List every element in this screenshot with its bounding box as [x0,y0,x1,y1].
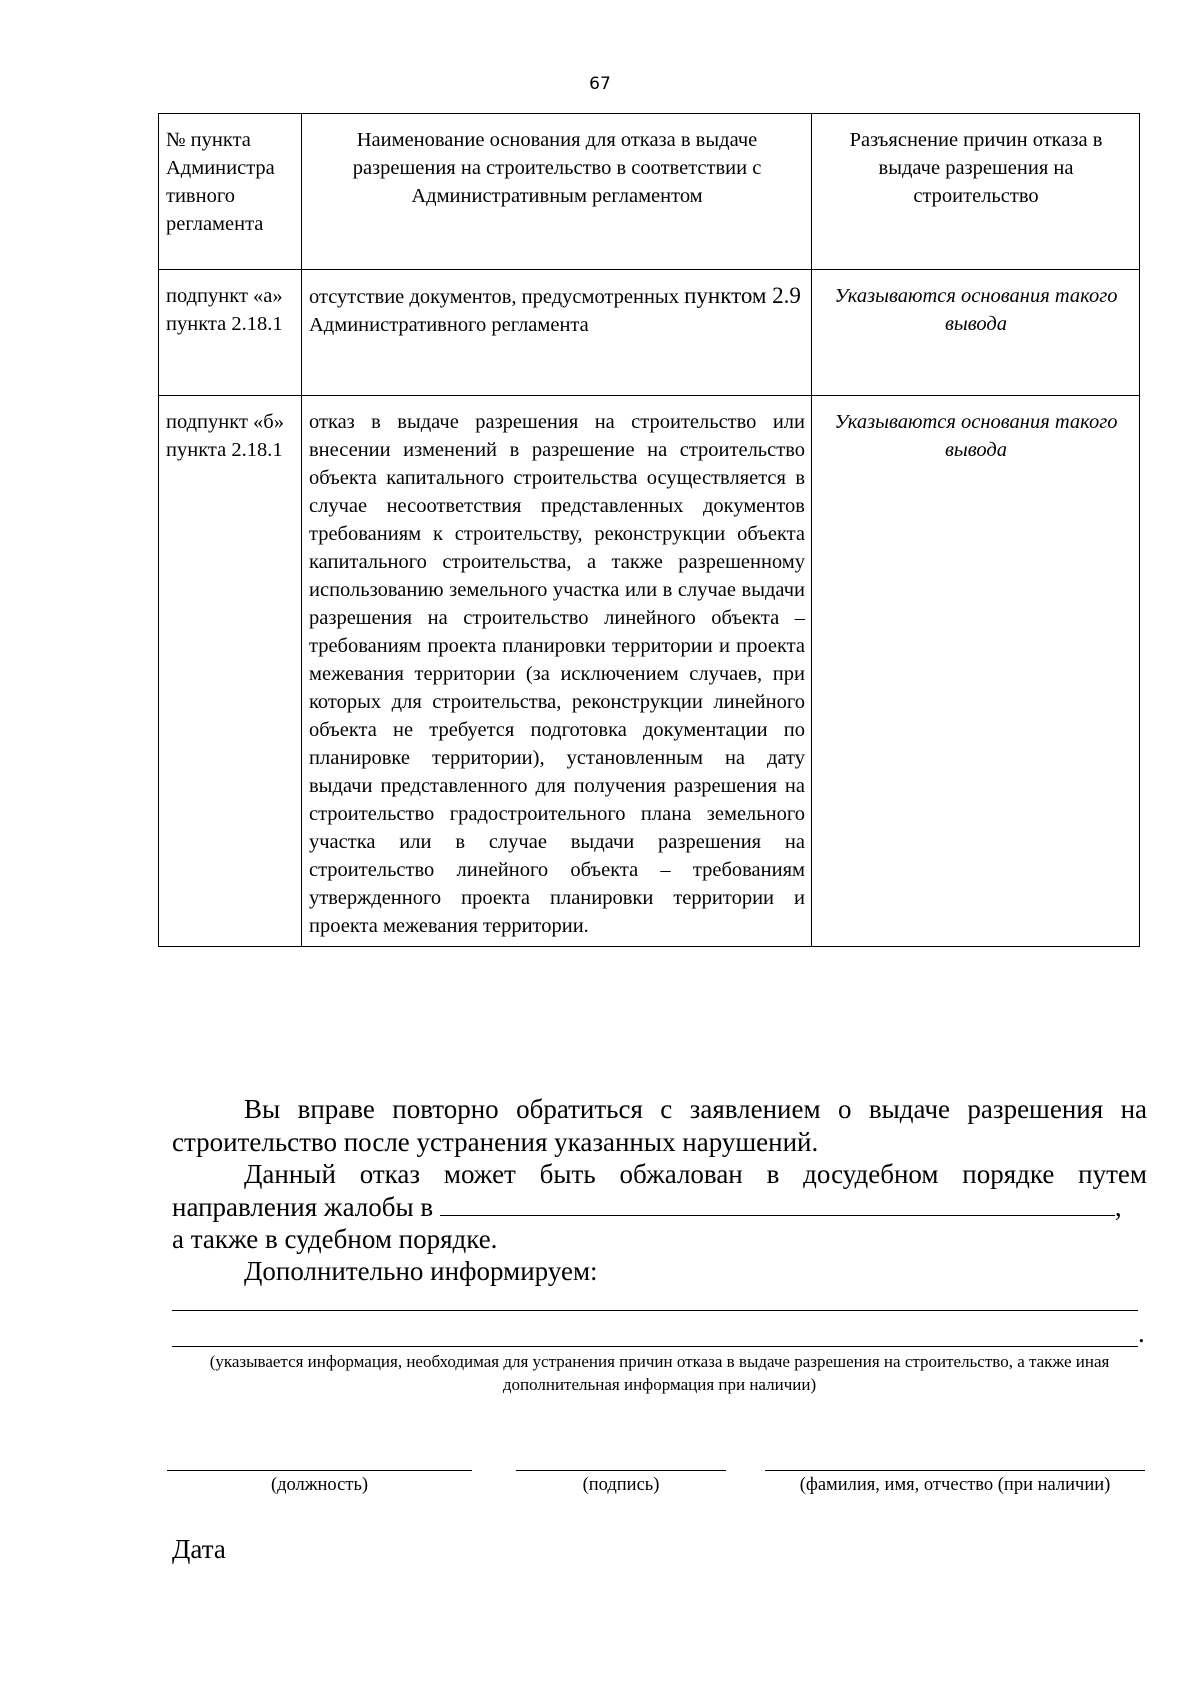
name-label: (фамилия, имя, отчество (при наличии) [799,1475,1111,1495]
info-line-2 [172,1346,1138,1347]
info-line-period: . [1138,1318,1145,1348]
refusal-reasons-table [158,113,1140,947]
row-item-number: подпункт «б» пункта 2.18.1 [159,396,302,947]
position-line [167,1470,472,1471]
reapply-paragraph: Вы вправе повторно обратиться с заявлением о выдаче разрешения на строительство после устранения указанных нарушений. [172,1094,1147,1157]
table-row [159,396,1140,947]
additional-info-label: Дополнительно информируем: [244,1256,598,1286]
header-item-number: № пункта Администра тивного регламента [159,114,302,270]
appeal-comma: , [1114,1191,1122,1222]
appeal-blank-line [440,1191,1115,1216]
signature-label: (подпись) [582,1475,660,1495]
table-header-row [159,114,1140,270]
basis-prefix: отсутствие документов, предусмотренных [309,286,679,308]
date-label: Дата [172,1534,226,1564]
appeal-paragraph [172,1158,1147,1223]
row-basis: отказ в выдаче разрешения на строительство или внесении изменений в разрешение на строительство объекта капитального строительства осуществляется в случае несоответствия представленных документов требованиям к строительству, реконструкции объекта капитального строительства, а также разрешенному использованию земельного участка или в случае выдачи разрешения на строительство линейного объекта – требованиям проекта планировки территории и проекта межевания территории (за исключением случаев, при которых для строительства, реконструкции линейного объекта не требуется подготовка документации по планировке территории), установленным на дату выдачи представленного для получения разрешения на строительство градостроительного плана земельного участка или в случае выдачи разрешения на строительство линейного объекта – требованиям утвержденного проекта планировки территории и проекта межевания территории. [302,396,812,947]
page-number: 67 [589,74,611,94]
info-line-1 [172,1310,1138,1311]
table-row [159,270,1140,396]
basis-reference: пунктом 2.9 [684,283,801,308]
header-basis: Наименование основания для отказа в выдаче разрешения на строительство в соответствии с Административным регламентом [302,114,812,270]
row-basis [302,270,812,396]
basis-suffix: Административного регламента [309,314,589,336]
row-item-number: подпункт «а» пункта 2.18.1 [159,270,302,396]
row-explanation: Указываются основания такого вывода [812,396,1140,947]
header-explanation: Разъяснение причин отказа в выдаче разрешения на строительство [812,114,1140,270]
position-label: (должность) [270,1475,369,1495]
name-line [765,1470,1145,1471]
row-explanation: Указываются основания такого вывода [812,270,1140,396]
appeal-court-line: а также в судебном порядке. [172,1224,498,1254]
appeal-text: Данный отказ может быть обжалован в досудебном порядке путем направления жалобы в [172,1159,1147,1222]
signature-line [516,1470,726,1471]
info-note: (указывается информация, необходимая для устранения причин отказа в выдаче разрешения на строительство, а также иная дополнительная информация при наличии) [209,1352,1110,1394]
